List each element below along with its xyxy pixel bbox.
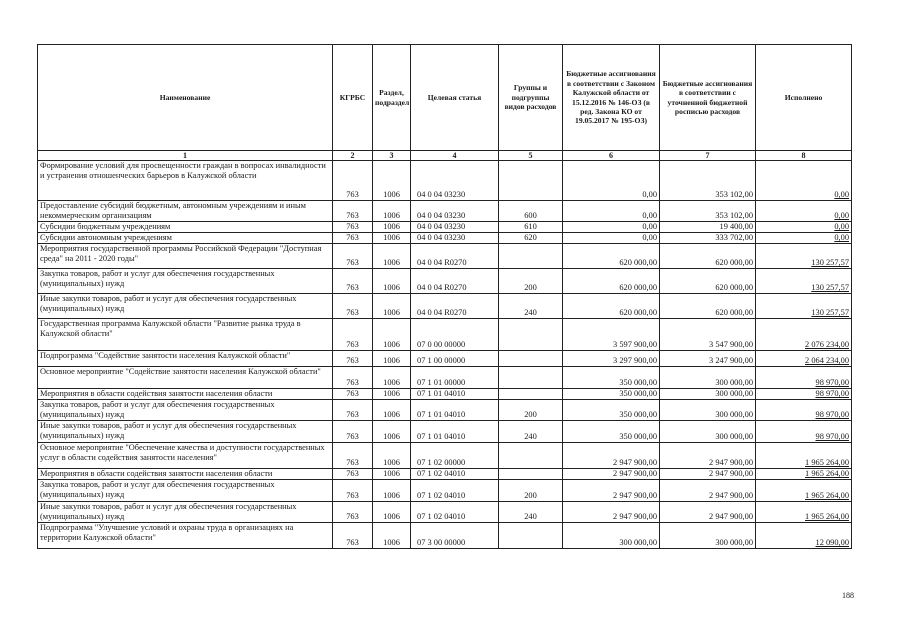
row-group-cell: 200 — [499, 269, 563, 294]
row-target-cell: 04 0 04 03230 — [411, 201, 499, 222]
table-row — [38, 233, 852, 244]
row-kgrbs-cell: 763 — [333, 421, 373, 443]
row-law-amount-cell: 3 297 900,00 — [563, 351, 660, 367]
row-name-cell: Мероприятия в области содействия занятости населения области — [38, 469, 333, 480]
row-target-cell: 07 3 00 00000 — [411, 523, 499, 549]
header-refined-allocations: Бюджетные ассигнования в соответствии с уточненной бюджетной росписью расходов — [660, 45, 756, 151]
table-row — [38, 389, 852, 400]
row-kgrbs-cell: 763 — [333, 233, 373, 244]
table-row — [38, 421, 852, 443]
row-target-cell: 07 1 01 04010 — [411, 389, 499, 400]
column-number: 1 — [38, 151, 333, 161]
column-number: 5 — [499, 151, 563, 161]
row-kgrbs-cell: 763 — [333, 269, 373, 294]
row-target-cell: 04 0 04 03230 — [411, 222, 499, 233]
row-target-cell: 07 1 00 00000 — [411, 351, 499, 367]
row-section-cell: 1006 — [373, 269, 411, 294]
table-row — [38, 367, 852, 389]
row-group-cell: 610 — [499, 222, 563, 233]
row-law-amount-cell: 2 947 900,00 — [563, 469, 660, 480]
row-law-amount-cell: 350 000,00 — [563, 389, 660, 400]
row-law-amount-cell: 620 000,00 — [563, 244, 660, 269]
row-section-cell: 1006 — [373, 161, 411, 201]
row-kgrbs-cell: 763 — [333, 523, 373, 549]
row-law-amount-cell: 350 000,00 — [563, 367, 660, 389]
row-kgrbs-cell: 763 — [333, 222, 373, 233]
row-refined-amount-cell: 333 702,00 — [660, 233, 756, 244]
row-law-amount-cell: 350 000,00 — [563, 421, 660, 443]
row-target-cell: 07 1 02 00000 — [411, 443, 499, 469]
row-name-cell: Иные закупки товаров, работ и услуг для обеспечения государственных (муниципальных) нужд — [38, 421, 333, 443]
row-name-cell: Иные закупки товаров, работ и услуг для обеспечения государственных (муниципальных) нужд — [38, 502, 333, 523]
row-group-cell — [499, 443, 563, 469]
row-executed-amount-cell: 98 970,00 — [756, 421, 852, 443]
row-executed-amount-cell: 98 970,00 — [756, 400, 852, 421]
row-section-cell: 1006 — [373, 222, 411, 233]
row-law-amount-cell: 2 947 900,00 — [563, 502, 660, 523]
column-number-row — [38, 151, 852, 161]
header-target: Целевая статья — [411, 45, 499, 151]
row-target-cell: 07 1 02 04010 — [411, 469, 499, 480]
header-name: Наименование — [38, 45, 333, 151]
row-section-cell: 1006 — [373, 389, 411, 400]
row-name-cell: Иные закупки товаров, работ и услуг для обеспечения государственных (муниципальных) нужд — [38, 294, 333, 319]
header-section: Раздел, подраздел — [373, 45, 411, 151]
row-executed-amount-cell: 0,00 — [756, 201, 852, 222]
column-number: 6 — [563, 151, 660, 161]
row-refined-amount-cell: 620 000,00 — [660, 244, 756, 269]
row-section-cell: 1006 — [373, 400, 411, 421]
table-row — [38, 469, 852, 480]
page-number: 188 — [842, 591, 854, 600]
row-law-amount-cell: 620 000,00 — [563, 269, 660, 294]
row-refined-amount-cell: 300 000,00 — [660, 367, 756, 389]
row-kgrbs-cell: 763 — [333, 480, 373, 502]
row-group-cell: 200 — [499, 480, 563, 502]
row-group-cell — [499, 523, 563, 549]
row-kgrbs-cell: 763 — [333, 351, 373, 367]
row-refined-amount-cell: 300 000,00 — [660, 421, 756, 443]
row-refined-amount-cell: 19 400,00 — [660, 222, 756, 233]
row-executed-amount-cell: 130 257,57 — [756, 294, 852, 319]
row-refined-amount-cell: 2 947 900,00 — [660, 502, 756, 523]
row-section-cell: 1006 — [373, 367, 411, 389]
row-group-cell: 240 — [499, 421, 563, 443]
row-target-cell: 07 1 02 04010 — [411, 480, 499, 502]
row-executed-amount-cell: 1 965 264,00 — [756, 502, 852, 523]
row-target-cell: 07 1 01 04010 — [411, 421, 499, 443]
row-executed-amount-cell: 130 257,57 — [756, 269, 852, 294]
row-kgrbs-cell: 763 — [333, 443, 373, 469]
row-target-cell: 07 1 01 04010 — [411, 400, 499, 421]
table-row — [38, 294, 852, 319]
row-refined-amount-cell: 353 102,00 — [660, 201, 756, 222]
row-target-cell: 07 1 02 04010 — [411, 502, 499, 523]
row-law-amount-cell: 2 947 900,00 — [563, 480, 660, 502]
row-group-cell: 240 — [499, 502, 563, 523]
header-kgrbs: КГРБС — [333, 45, 373, 151]
table-row — [38, 443, 852, 469]
row-section-cell: 1006 — [373, 421, 411, 443]
row-kgrbs-cell: 763 — [333, 294, 373, 319]
row-executed-amount-cell: 98 970,00 — [756, 389, 852, 400]
row-executed-amount-cell: 130 257,57 — [756, 244, 852, 269]
row-executed-amount-cell: 1 965 264,00 — [756, 469, 852, 480]
row-name-cell: Субсидии бюджетным учреждениям — [38, 222, 333, 233]
row-refined-amount-cell: 620 000,00 — [660, 269, 756, 294]
row-section-cell: 1006 — [373, 201, 411, 222]
header-law-allocations: Бюджетные ассигнования в соответствии с Законом Калужской области от 15.12.2016 № 146-ОЗ (в ред. Закона КО от 19.05.2017 № 195-ОЗ) — [563, 45, 660, 151]
row-target-cell: 04 0 04 R0270 — [411, 294, 499, 319]
row-executed-amount-cell: 0,00 — [756, 233, 852, 244]
row-law-amount-cell: 0,00 — [563, 222, 660, 233]
row-name-cell: Основное мероприятие "Содействие занятости населения Калужской области" — [38, 367, 333, 389]
row-name-cell: Субсидии автономным учреждениям — [38, 233, 333, 244]
table-row — [38, 222, 852, 233]
row-group-cell — [499, 319, 563, 351]
row-kgrbs-cell: 763 — [333, 201, 373, 222]
row-law-amount-cell: 3 597 900,00 — [563, 319, 660, 351]
row-group-cell — [499, 351, 563, 367]
row-kgrbs-cell: 763 — [333, 161, 373, 201]
table-row — [38, 351, 852, 367]
row-group-cell: 620 — [499, 233, 563, 244]
row-law-amount-cell: 620 000,00 — [563, 294, 660, 319]
column-number: 3 — [373, 151, 411, 161]
row-section-cell: 1006 — [373, 294, 411, 319]
table-row — [38, 523, 852, 549]
row-section-cell: 1006 — [373, 319, 411, 351]
row-refined-amount-cell: 2 947 900,00 — [660, 480, 756, 502]
column-number: 7 — [660, 151, 756, 161]
table-row — [38, 480, 852, 502]
row-refined-amount-cell: 353 102,00 — [660, 161, 756, 201]
row-section-cell: 1006 — [373, 244, 411, 269]
row-section-cell: 1006 — [373, 480, 411, 502]
row-law-amount-cell: 2 947 900,00 — [563, 443, 660, 469]
row-name-cell: Закупка товаров, работ и услуг для обеспечения государственных (муниципальных) нужд — [38, 400, 333, 421]
row-target-cell: 04 0 04 03230 — [411, 233, 499, 244]
row-group-cell: 240 — [499, 294, 563, 319]
column-number: 2 — [333, 151, 373, 161]
row-law-amount-cell: 350 000,00 — [563, 400, 660, 421]
row-refined-amount-cell: 2 947 900,00 — [660, 469, 756, 480]
column-number: 8 — [756, 151, 852, 161]
row-section-cell: 1006 — [373, 523, 411, 549]
row-group-cell — [499, 244, 563, 269]
row-name-cell: Формирование условий для просвещенности граждан в вопросах инвалидности и устранения отношенческих барьеров в Калужской области — [38, 161, 333, 201]
row-group-cell: 200 — [499, 400, 563, 421]
row-group-cell — [499, 469, 563, 480]
row-executed-amount-cell: 0,00 — [756, 222, 852, 233]
table-row — [38, 400, 852, 421]
row-kgrbs-cell: 763 — [333, 319, 373, 351]
row-executed-amount-cell: 2 064 234,00 — [756, 351, 852, 367]
row-executed-amount-cell: 98 970,00 — [756, 367, 852, 389]
row-law-amount-cell: 0,00 — [563, 161, 660, 201]
row-section-cell: 1006 — [373, 443, 411, 469]
row-group-cell — [499, 367, 563, 389]
row-name-cell: Подпрограмма "Содействие занятости населения Калужской области" — [38, 351, 333, 367]
row-refined-amount-cell: 620 000,00 — [660, 294, 756, 319]
row-name-cell: Мероприятия в области содействия занятости населения области — [38, 389, 333, 400]
table-row — [38, 502, 852, 523]
row-refined-amount-cell: 3 547 900,00 — [660, 319, 756, 351]
row-name-cell: Основное мероприятие "Обеспечение качества и доступности государственных услуг в области содействия занятости населения" — [38, 443, 333, 469]
row-group-cell: 600 — [499, 201, 563, 222]
column-number: 4 — [411, 151, 499, 161]
row-executed-amount-cell: 1 965 264,00 — [756, 480, 852, 502]
row-group-cell — [499, 389, 563, 400]
header-row — [38, 45, 852, 151]
table-row — [38, 319, 852, 351]
row-name-cell: Закупка товаров, работ и услуг для обеспечения государственных (муниципальных) нужд — [38, 480, 333, 502]
row-refined-amount-cell: 300 000,00 — [660, 389, 756, 400]
table-body — [38, 161, 852, 549]
row-refined-amount-cell: 2 947 900,00 — [660, 443, 756, 469]
row-law-amount-cell: 0,00 — [563, 233, 660, 244]
row-kgrbs-cell: 763 — [333, 244, 373, 269]
row-kgrbs-cell: 763 — [333, 502, 373, 523]
header-groups: Группы и подгруппы видов расходов — [499, 45, 563, 151]
row-target-cell: 04 0 04 03230 — [411, 161, 499, 201]
header-executed: Исполнено — [756, 45, 852, 151]
table-row — [38, 201, 852, 222]
table-row — [38, 244, 852, 269]
row-name-cell: Подпрограмма "Улучшение условий и охраны труда в организациях на территории Калужской области" — [38, 523, 333, 549]
row-target-cell: 04 0 04 R0270 — [411, 269, 499, 294]
row-name-cell: Государственная программа Калужской области "Развитие рынка труда в Калужской области" — [38, 319, 333, 351]
row-target-cell: 07 0 00 00000 — [411, 319, 499, 351]
row-kgrbs-cell: 763 — [333, 389, 373, 400]
row-refined-amount-cell: 3 247 900,00 — [660, 351, 756, 367]
row-executed-amount-cell: 2 076 234,00 — [756, 319, 852, 351]
row-name-cell: Мероприятия государственной программы Российской Федерации "Доступная среда" на 2011 - 2020 годы" — [38, 244, 333, 269]
row-kgrbs-cell: 763 — [333, 367, 373, 389]
row-kgrbs-cell: 763 — [333, 400, 373, 421]
row-law-amount-cell: 300 000,00 — [563, 523, 660, 549]
row-target-cell: 07 1 01 00000 — [411, 367, 499, 389]
row-name-cell: Закупка товаров, работ и услуг для обеспечения государственных (муниципальных) нужд — [38, 269, 333, 294]
row-refined-amount-cell: 300 000,00 — [660, 523, 756, 549]
row-kgrbs-cell: 763 — [333, 469, 373, 480]
row-section-cell: 1006 — [373, 469, 411, 480]
row-section-cell: 1006 — [373, 233, 411, 244]
budget-table — [37, 44, 852, 549]
row-section-cell: 1006 — [373, 502, 411, 523]
row-law-amount-cell: 0,00 — [563, 201, 660, 222]
row-executed-amount-cell: 0,00 — [756, 161, 852, 201]
row-target-cell: 04 0 04 R0270 — [411, 244, 499, 269]
row-section-cell: 1006 — [373, 351, 411, 367]
row-executed-amount-cell: 1 965 264,00 — [756, 443, 852, 469]
row-refined-amount-cell: 300 000,00 — [660, 400, 756, 421]
row-name-cell: Предоставление субсидий бюджетным, автономным учреждениям и иным некоммерческим организациям — [38, 201, 333, 222]
table-row — [38, 161, 852, 201]
row-executed-amount-cell: 12 090,00 — [756, 523, 852, 549]
row-group-cell — [499, 161, 563, 201]
table-row — [38, 269, 852, 294]
